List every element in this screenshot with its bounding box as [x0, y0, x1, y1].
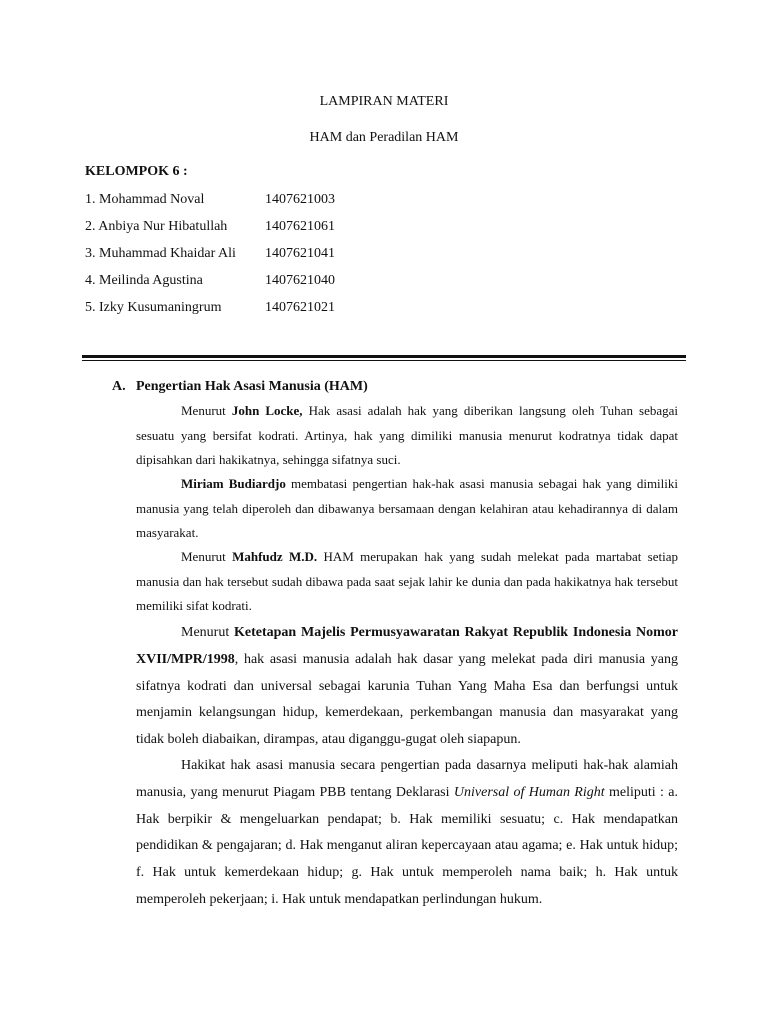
paragraph-text: Hak asasi adalah hak yang diberikan langsung oleh Tuhan sebagai sesuatu yang bersifat kodrati. Artinya, hak yang dimiliki manusia menurut kodratnya tidak dapat dipisahkan dari hakikatnya, sehingga sifatnya suci.	[136, 403, 678, 467]
member-row	[85, 273, 335, 289]
member-name: 3. Muhammad Khaidar Ali	[85, 246, 236, 261]
member-row	[85, 192, 335, 208]
paragraph-mahfudz	[136, 545, 678, 619]
section-letter: A.	[112, 379, 126, 394]
document-subtitle: HAM dan Peradilan HAM	[309, 130, 459, 145]
paragraph-source: Mahfudz M.D.	[232, 549, 318, 564]
member-name: 1. Mohammad Noval	[85, 192, 205, 207]
member-id: 1407621061	[265, 219, 335, 234]
section-title: Pengertian Hak Asasi Manusia (HAM)	[136, 379, 368, 394]
member-row	[85, 219, 335, 235]
member-id: 1407621040	[265, 273, 335, 288]
paragraph-text: meliputi : a. Hak berpikir & mengeluarkan pendapat; b. Hak memiliki sesuatu; c. Hak mendapatkan pendidikan & pengajaran; d. Hak menganut aliran kepercayaan atau agama; e. Hak untuk hidup; f. Hak untuk kemerdekaan hidup; g. Hak untuk memperoleh nama baik; h. Hak untuk memperoleh pekerjaan; i. Hak untuk mendapatkan perlindungan hukum.	[136, 784, 679, 907]
member-id: 1407621041	[265, 246, 335, 261]
paragraph-tap-mpr	[136, 620, 678, 754]
paragraph-text: Hakikat hak asasi manusia secara pengertian pada dasarnya meliputi hak-hak alamiah manusia, yang menurut Piagam PBB tentang Deklarasi	[136, 758, 678, 800]
section-heading	[112, 379, 368, 395]
paragraph-text: HAM merupakan hak yang sudah melekat pada martabat setiap manusia dan hak tersebut sudah dibawa pada saat sejak lahir ke dunia dan pada hakikatnya hak tersebut memiliki sifat kodrati.	[136, 549, 678, 613]
paragraph-hakikat-ham	[136, 753, 678, 914]
paragraph-john-locke	[136, 399, 678, 473]
header-divider-thick	[82, 355, 686, 358]
group-heading: KELOMPOK 6 :	[85, 164, 188, 179]
paragraph-italic-term: Universal of Human Right	[453, 784, 605, 800]
paragraph-lead: Menurut	[181, 625, 234, 640]
member-name: 5. Izky Kusumaningrum	[85, 300, 222, 315]
paragraph-text: membatasi pengertian hak-hak asasi manusia sebagai hak yang dimiliki manusia yang telah diperoleh dan dibawanya bersamaan dengan kelahiran atau kehadirannya di dalam masyarakat.	[136, 476, 678, 540]
paragraph-lead: Menurut	[181, 549, 233, 564]
member-id: 1407621003	[265, 192, 335, 207]
member-row	[85, 246, 335, 262]
document-title: LAMPIRAN MATERI	[319, 94, 449, 109]
paragraph-text: , hak asasi manusia adalah hak dasar yang melekat pada diri manusia yang sifatnya kodrati dan universal sebagai karunia Tuhan Yang Maha Esa dan berfungsi untuk menjamin kelangsungan hidup, kemerdekaan, perkembangan manusia dan masyarakat yang tidak boleh diabaikan, dirampas, atau diganggu-gugat oleh siapapun.	[136, 651, 678, 748]
paragraph-source: Miriam Budiardjo	[181, 476, 286, 491]
member-row	[85, 300, 335, 316]
member-name: 2. Anbiya Nur Hibatullah	[85, 219, 228, 234]
member-name: 4. Meilinda Agustina	[85, 273, 203, 288]
paragraph-lead: Menurut	[181, 403, 232, 418]
member-id: 1407621021	[265, 300, 335, 315]
paragraph-source: Ketetapan Majelis Permusyawaratan Rakyat Republik Indonesia Nomor XVII/MPR/1998	[136, 625, 678, 667]
header-divider-thin	[82, 360, 686, 361]
paragraph-miriam-budiardjo	[136, 472, 678, 546]
paragraph-source: John Locke,	[231, 403, 303, 418]
